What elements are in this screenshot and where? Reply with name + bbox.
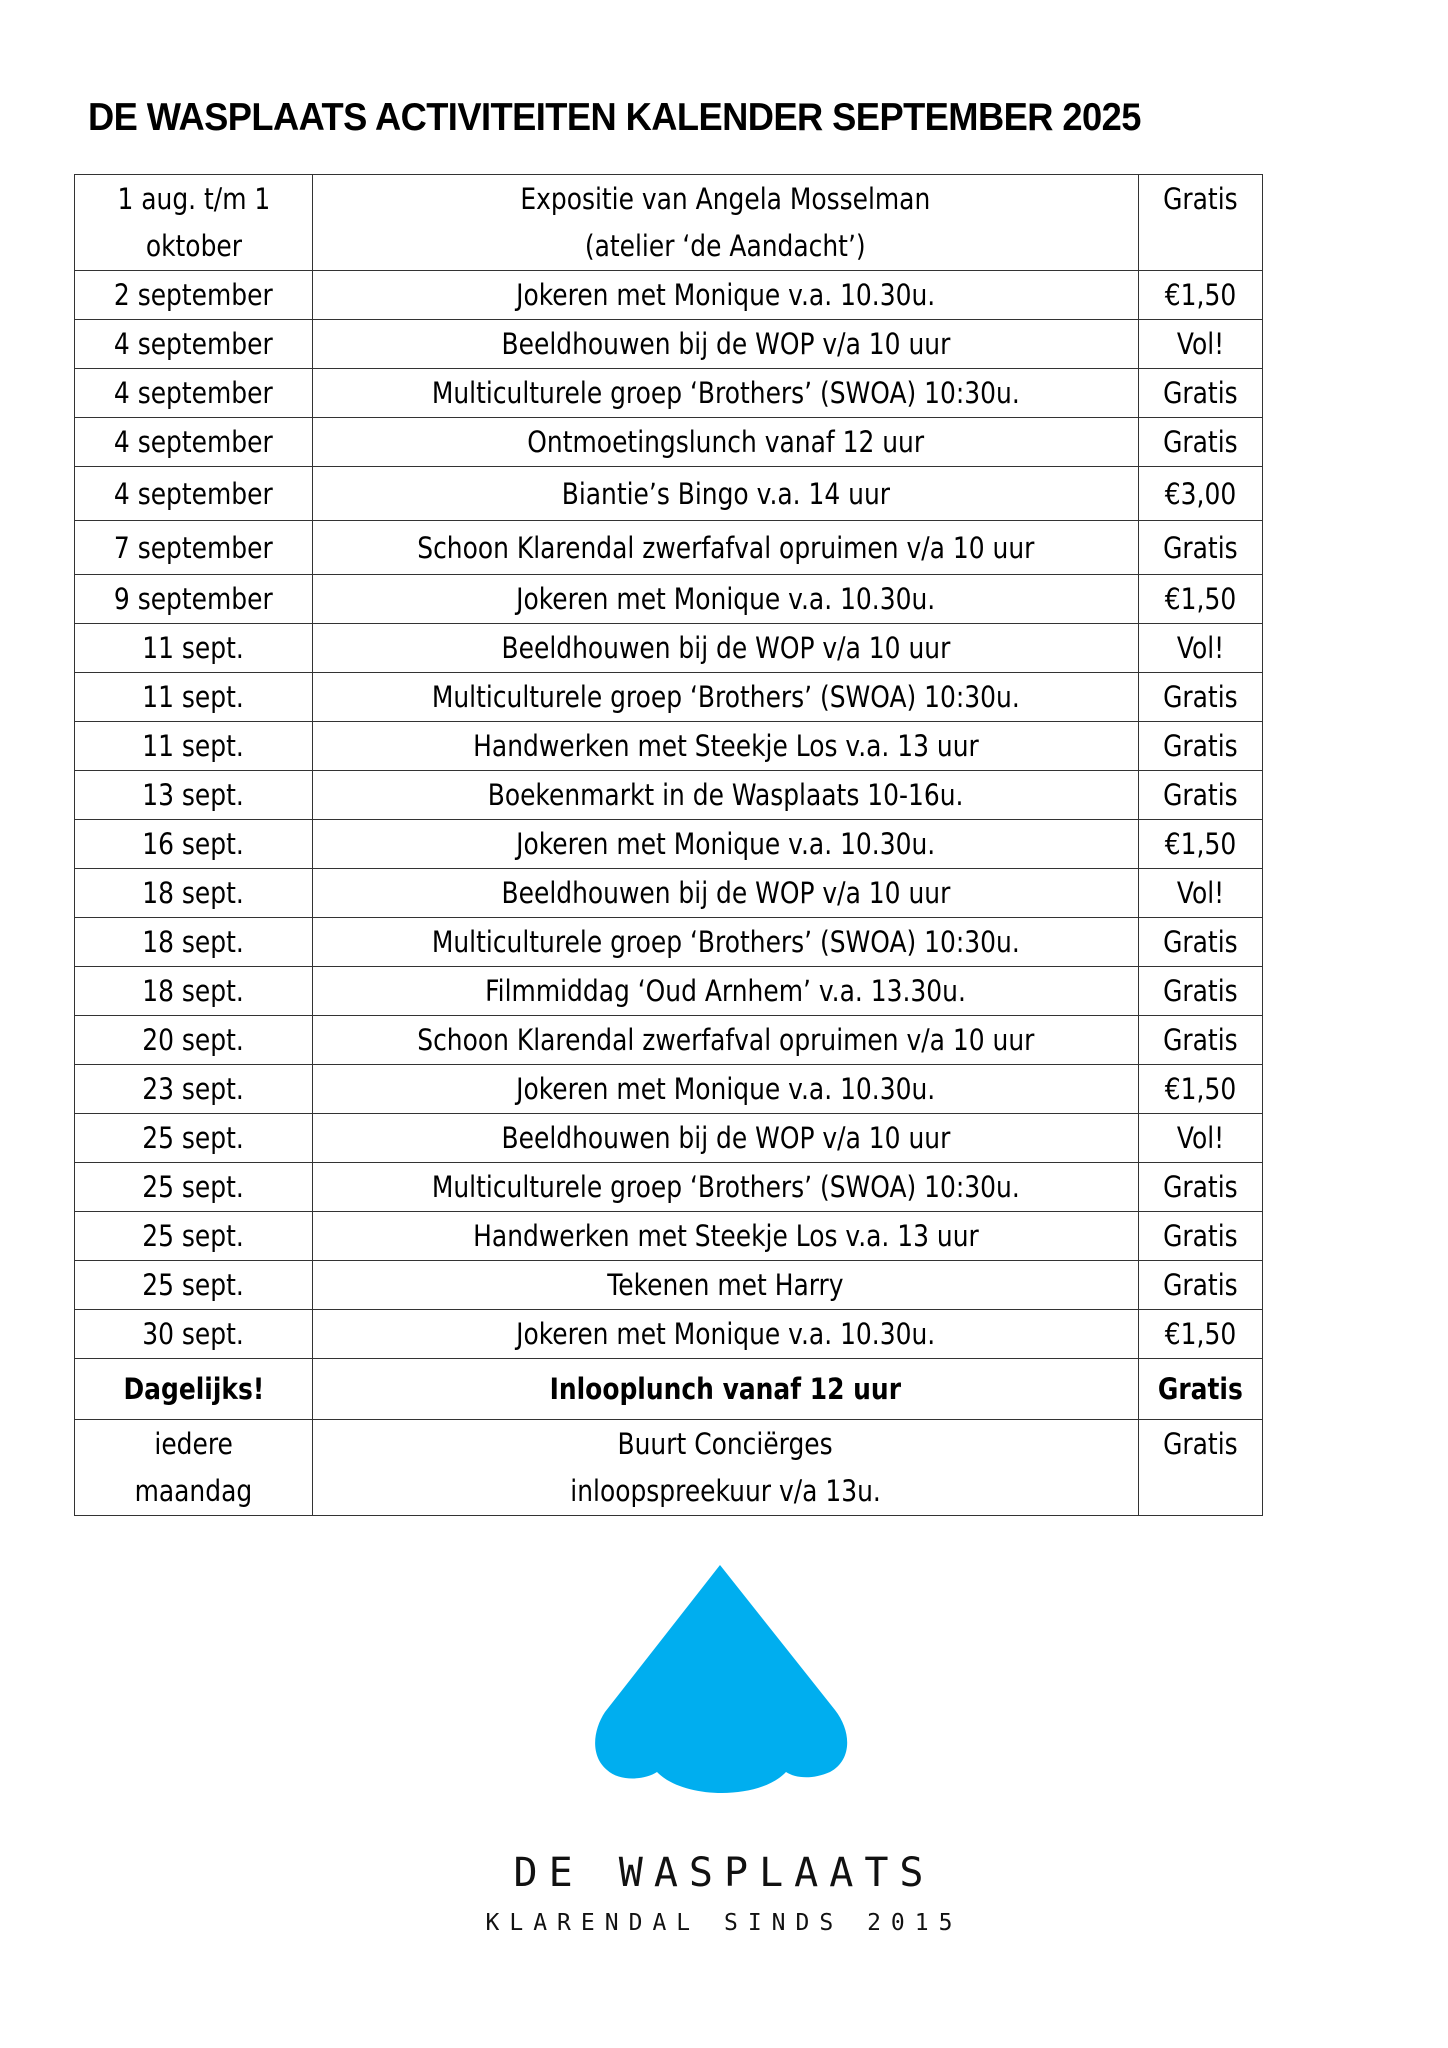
price-text: Gratis bbox=[1163, 1170, 1238, 1204]
price-cell bbox=[1139, 918, 1263, 967]
date-text: 4 september bbox=[114, 327, 273, 361]
activity-cell bbox=[313, 467, 1139, 521]
table-row bbox=[75, 369, 1263, 418]
activity-text: Jokeren met Monique v.a. 10.30u. bbox=[515, 1317, 936, 1351]
date-text: 11 sept. bbox=[142, 729, 245, 763]
date-text: 25 sept. bbox=[142, 1121, 245, 1155]
date-cell bbox=[75, 175, 313, 271]
activity-cell bbox=[313, 722, 1139, 771]
date-text: 11 sept. bbox=[142, 631, 245, 665]
date-cell bbox=[75, 918, 313, 967]
activity-text: Jokeren met Monique v.a. 10.30u. bbox=[515, 582, 936, 616]
price-cell bbox=[1139, 624, 1263, 673]
table-row bbox=[75, 521, 1263, 575]
price-cell bbox=[1139, 967, 1263, 1016]
date-cell bbox=[75, 967, 313, 1016]
date-cell bbox=[75, 369, 313, 418]
date-text: 13 sept. bbox=[142, 778, 245, 812]
price-cell bbox=[1139, 521, 1263, 575]
activity-cell bbox=[313, 175, 1139, 271]
table-row bbox=[75, 624, 1263, 673]
activity-cell bbox=[313, 673, 1139, 722]
price-text: Gratis bbox=[1163, 729, 1238, 763]
table-row bbox=[75, 1261, 1263, 1310]
table-row bbox=[75, 869, 1263, 918]
date-text: 16 sept. bbox=[142, 827, 245, 861]
price-text: €1,50 bbox=[1164, 278, 1237, 312]
date-text: 30 sept. bbox=[142, 1317, 245, 1351]
price-text: €1,50 bbox=[1164, 827, 1237, 861]
table-row bbox=[75, 1310, 1263, 1359]
date-cell bbox=[75, 1016, 313, 1065]
date-text: iedere bbox=[154, 1427, 233, 1461]
table-row bbox=[75, 918, 1263, 967]
price-cell bbox=[1139, 175, 1263, 271]
date-cell bbox=[75, 771, 313, 820]
price-cell bbox=[1139, 771, 1263, 820]
price-cell bbox=[1139, 1163, 1263, 1212]
date-cell bbox=[75, 820, 313, 869]
date-cell bbox=[75, 722, 313, 771]
date-text: 1 aug. t/m 1 bbox=[117, 182, 270, 216]
price-text: Gratis bbox=[1163, 778, 1238, 812]
price-text: €3,00 bbox=[1164, 476, 1237, 511]
date-text: 4 september bbox=[114, 476, 273, 511]
price-text: €1,50 bbox=[1164, 1072, 1237, 1106]
date-cell bbox=[75, 624, 313, 673]
table-row bbox=[75, 771, 1263, 820]
activity-cell bbox=[313, 369, 1139, 418]
page-title: DE WASPLAATS ACTIVITEITEN KALENDER SEPTEMBER 2025 bbox=[88, 96, 1141, 139]
price-cell bbox=[1139, 820, 1263, 869]
date-text: 25 sept. bbox=[142, 1170, 245, 1204]
activity-text: Boekenmarkt in de Wasplaats 10-16u. bbox=[487, 778, 964, 812]
price-text: Vol! bbox=[1176, 327, 1225, 361]
activity-cell bbox=[313, 1065, 1139, 1114]
activity-text: inloopspreekuur v/a 13u. bbox=[570, 1474, 881, 1508]
activity-text: Schoon Klarendal zwerfafval opruimen v/a 10 uur bbox=[416, 1023, 1035, 1057]
activity-cell bbox=[313, 1114, 1139, 1163]
date-cell bbox=[75, 673, 313, 722]
table-row bbox=[75, 1359, 1263, 1420]
table-row bbox=[75, 418, 1263, 467]
date-text: 4 september bbox=[114, 376, 273, 410]
activity-cell bbox=[313, 271, 1139, 320]
date-text: 7 september bbox=[114, 530, 273, 565]
activity-text: Jokeren met Monique v.a. 10.30u. bbox=[515, 1072, 936, 1106]
price-cell bbox=[1139, 1065, 1263, 1114]
price-cell bbox=[1139, 1016, 1263, 1065]
table-row bbox=[75, 1163, 1263, 1212]
date-cell bbox=[75, 1163, 313, 1212]
price-cell bbox=[1139, 673, 1263, 722]
price-cell bbox=[1139, 271, 1263, 320]
date-cell bbox=[75, 1310, 313, 1359]
water-drop-icon bbox=[590, 1560, 860, 1805]
date-text: 25 sept. bbox=[142, 1268, 245, 1302]
date-text: 25 sept. bbox=[142, 1219, 245, 1253]
activity-text: Expositie van Angela Mosselman bbox=[520, 182, 931, 216]
logo-tagline: KLARENDAL SINDS 2015 bbox=[485, 1910, 963, 1936]
price-text: €1,50 bbox=[1164, 1317, 1237, 1351]
date-text: 9 september bbox=[114, 582, 273, 616]
table-row bbox=[75, 1065, 1263, 1114]
activity-cell bbox=[313, 869, 1139, 918]
activity-text: Multiculturele groep ‘Brothers’ (SWOA) 10:30u. bbox=[431, 680, 1020, 714]
activity-text: Beeldhouwen bij de WOP v/a 10 uur bbox=[501, 631, 950, 665]
price-cell bbox=[1139, 467, 1263, 521]
logo-name: DE WASPLAATS bbox=[513, 1850, 935, 1896]
activity-text: (atelier ‘de Aandacht’) bbox=[585, 229, 866, 263]
price-cell bbox=[1139, 1310, 1263, 1359]
activity-cell bbox=[313, 967, 1139, 1016]
activity-cell bbox=[313, 320, 1139, 369]
activity-text: Multiculturele groep ‘Brothers’ (SWOA) 10:30u. bbox=[431, 925, 1020, 959]
date-text: 18 sept. bbox=[142, 925, 245, 959]
price-text: Gratis bbox=[1163, 974, 1238, 1008]
price-text: Gratis bbox=[1163, 1023, 1238, 1057]
price-cell bbox=[1139, 1359, 1263, 1420]
price-cell bbox=[1139, 369, 1263, 418]
date-cell bbox=[75, 1065, 313, 1114]
price-text: Vol! bbox=[1176, 1121, 1225, 1155]
activity-text: Buurt Conciërges bbox=[617, 1427, 834, 1461]
price-text: Vol! bbox=[1176, 631, 1225, 665]
date-text: 23 sept. bbox=[142, 1072, 245, 1106]
table-row bbox=[75, 1212, 1263, 1261]
activity-cell bbox=[313, 1310, 1139, 1359]
date-text: 11 sept. bbox=[142, 680, 245, 714]
activity-cell bbox=[313, 771, 1139, 820]
price-text: Gratis bbox=[1158, 1372, 1243, 1406]
activity-text: Filmmiddag ‘Oud Arnhem’ v.a. 13.30u. bbox=[485, 974, 966, 1008]
activity-cell bbox=[313, 1212, 1139, 1261]
activity-text: Multiculturele groep ‘Brothers’ (SWOA) 10:30u. bbox=[431, 1170, 1020, 1204]
price-cell bbox=[1139, 1212, 1263, 1261]
price-text: Gratis bbox=[1163, 530, 1238, 565]
price-text: Gratis bbox=[1163, 1268, 1238, 1302]
table-row bbox=[75, 1420, 1263, 1516]
table-row bbox=[75, 320, 1263, 369]
price-cell bbox=[1139, 1261, 1263, 1310]
date-cell bbox=[75, 1420, 313, 1516]
table-row bbox=[75, 467, 1263, 521]
table-row bbox=[75, 967, 1263, 1016]
table-row bbox=[75, 271, 1263, 320]
date-cell bbox=[75, 271, 313, 320]
activity-text: Handwerken met Steekje Los v.a. 13 uur bbox=[472, 1219, 979, 1253]
date-cell bbox=[75, 1114, 313, 1163]
price-text: Gratis bbox=[1163, 425, 1238, 459]
activity-text: Tekenen met Harry bbox=[607, 1268, 844, 1302]
activity-cell bbox=[313, 918, 1139, 967]
activity-cell bbox=[313, 1261, 1139, 1310]
calendar-body bbox=[75, 175, 1263, 1516]
date-cell bbox=[75, 869, 313, 918]
date-cell bbox=[75, 320, 313, 369]
date-text: oktober bbox=[145, 229, 242, 263]
table-row bbox=[75, 175, 1263, 271]
date-text: Dagelijks! bbox=[123, 1372, 264, 1406]
activity-text: Beeldhouwen bij de WOP v/a 10 uur bbox=[501, 1121, 950, 1155]
price-cell bbox=[1139, 1114, 1263, 1163]
price-text: €1,50 bbox=[1164, 582, 1237, 616]
date-text: 18 sept. bbox=[142, 876, 245, 910]
date-cell bbox=[75, 418, 313, 467]
activity-text: Biantie’s Bingo v.a. 14 uur bbox=[561, 476, 890, 511]
activity-text: Beeldhouwen bij de WOP v/a 10 uur bbox=[501, 876, 950, 910]
table-row bbox=[75, 1114, 1263, 1163]
date-cell bbox=[75, 575, 313, 624]
activity-text: Ontmoetingslunch vanaf 12 uur bbox=[527, 425, 924, 459]
activity-cell bbox=[313, 1420, 1139, 1516]
price-text: Gratis bbox=[1163, 1219, 1238, 1253]
price-text: Gratis bbox=[1163, 182, 1238, 216]
date-cell bbox=[75, 521, 313, 575]
activity-text: Handwerken met Steekje Los v.a. 13 uur bbox=[472, 729, 979, 763]
activity-cell bbox=[313, 1163, 1139, 1212]
price-text: Gratis bbox=[1163, 1427, 1238, 1461]
price-text: Vol! bbox=[1176, 876, 1225, 910]
table-row bbox=[75, 722, 1263, 771]
date-cell bbox=[75, 1212, 313, 1261]
price-cell bbox=[1139, 418, 1263, 467]
table-row bbox=[75, 1016, 1263, 1065]
activity-text: Multiculturele groep ‘Brothers’ (SWOA) 10:30u. bbox=[431, 376, 1020, 410]
table-row bbox=[75, 820, 1263, 869]
price-cell bbox=[1139, 320, 1263, 369]
activity-text: Jokeren met Monique v.a. 10.30u. bbox=[515, 278, 936, 312]
activity-text: Schoon Klarendal zwerfafval opruimen v/a 10 uur bbox=[416, 530, 1035, 565]
table-row bbox=[75, 575, 1263, 624]
date-text: maandag bbox=[134, 1474, 253, 1508]
activity-calendar-table bbox=[74, 174, 1263, 1516]
price-text: Gratis bbox=[1163, 925, 1238, 959]
activity-cell bbox=[313, 1016, 1139, 1065]
activity-text: Inlooplunch vanaf 12 uur bbox=[549, 1372, 902, 1406]
activity-text: Jokeren met Monique v.a. 10.30u. bbox=[515, 827, 936, 861]
activity-cell bbox=[313, 575, 1139, 624]
activity-text: Beeldhouwen bij de WOP v/a 10 uur bbox=[501, 327, 950, 361]
activity-cell bbox=[313, 418, 1139, 467]
logo-drop-shape bbox=[595, 1565, 847, 1793]
activity-cell bbox=[313, 820, 1139, 869]
date-text: 2 september bbox=[114, 278, 273, 312]
date-cell bbox=[75, 467, 313, 521]
activity-cell bbox=[313, 521, 1139, 575]
date-text: 18 sept. bbox=[142, 974, 245, 1008]
date-cell bbox=[75, 1359, 313, 1420]
price-cell bbox=[1139, 869, 1263, 918]
activity-cell bbox=[313, 624, 1139, 673]
table-row bbox=[75, 673, 1263, 722]
date-text: 20 sept. bbox=[142, 1023, 245, 1057]
price-cell bbox=[1139, 722, 1263, 771]
date-cell bbox=[75, 1261, 313, 1310]
date-text: 4 september bbox=[114, 425, 273, 459]
price-cell bbox=[1139, 575, 1263, 624]
activity-cell bbox=[313, 1359, 1139, 1420]
price-text: Gratis bbox=[1163, 376, 1238, 410]
price-cell bbox=[1139, 1420, 1263, 1516]
price-text: Gratis bbox=[1163, 680, 1238, 714]
